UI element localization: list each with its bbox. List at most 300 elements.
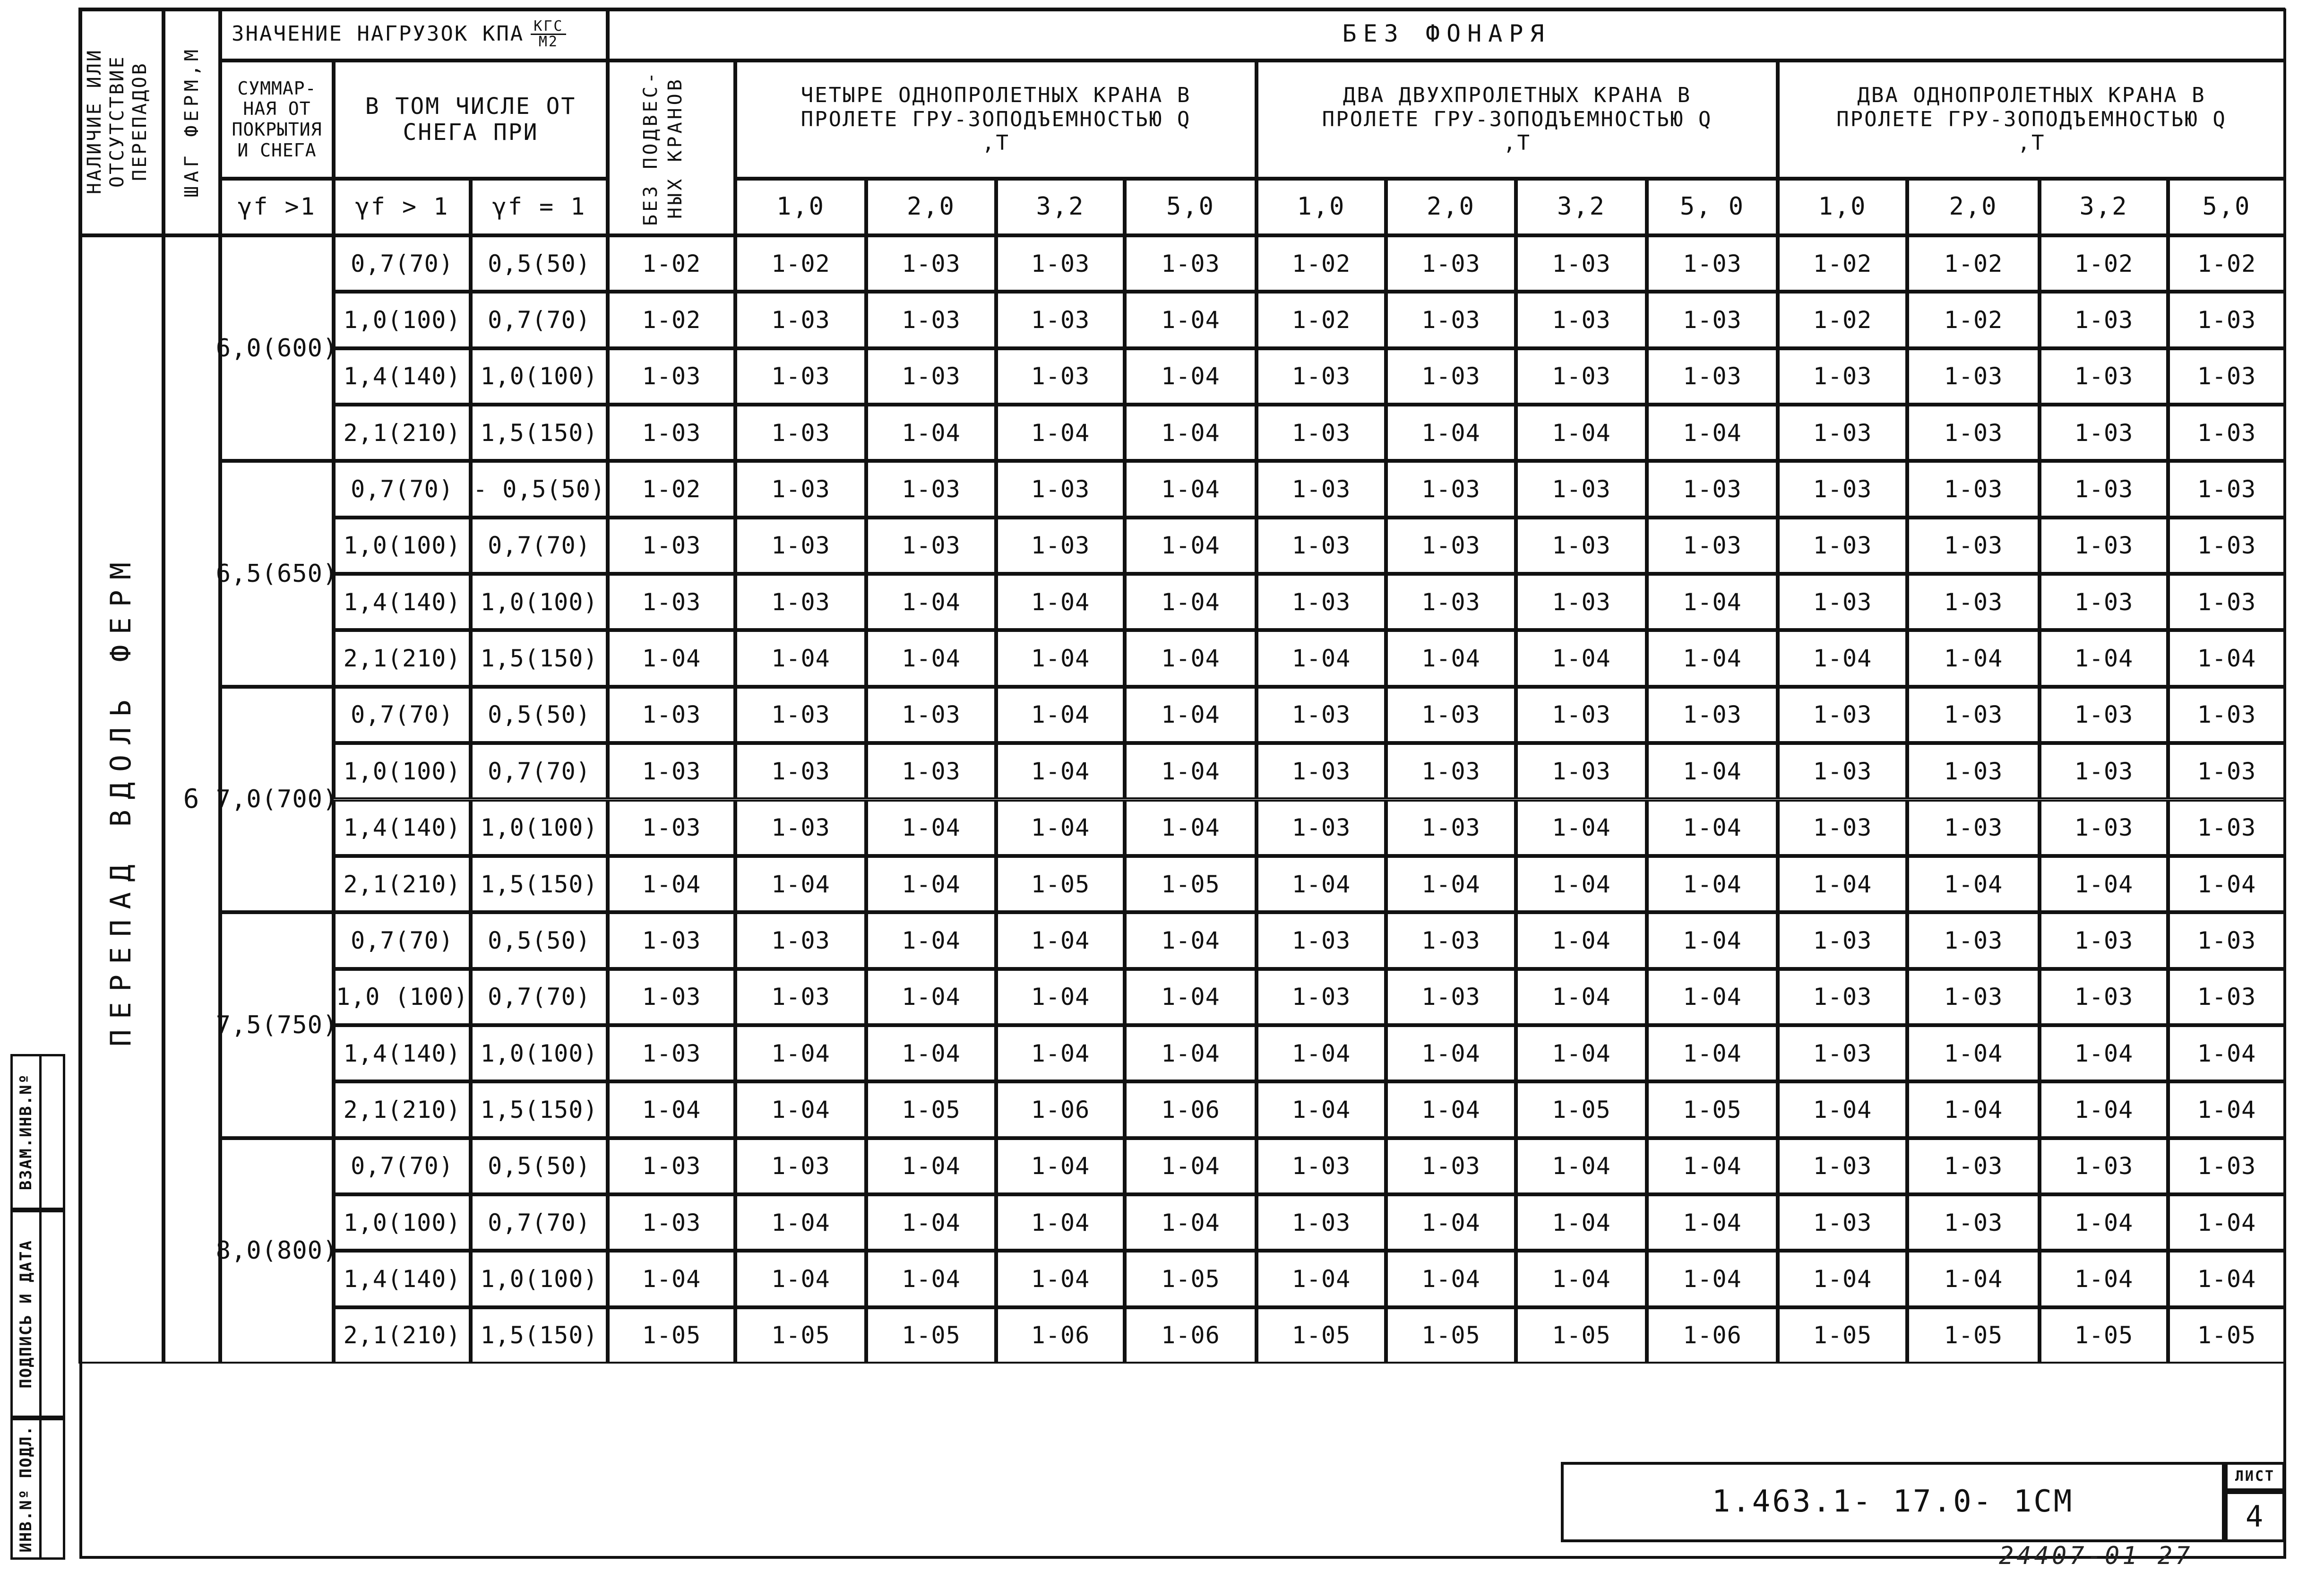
snow-eq-cell bbox=[471, 235, 608, 292]
snow-eq-cell-value: 0,7(70) bbox=[488, 983, 591, 1011]
table-cell-value: 1-04 bbox=[771, 1265, 830, 1293]
table-cell bbox=[2040, 743, 2168, 799]
table-cell bbox=[2040, 518, 2168, 574]
table-cell bbox=[996, 800, 1125, 856]
table-cell-value: 1-03 bbox=[1421, 363, 1480, 390]
snow-gt-cell-value: 1,0 (100) bbox=[336, 983, 468, 1011]
table-cell-value: 1-03 bbox=[1944, 588, 2003, 616]
table-cell-value: 1-03 bbox=[1031, 250, 1090, 277]
table-cell bbox=[996, 574, 1125, 630]
snow-gt-cell-value: 1,0(100) bbox=[343, 757, 461, 785]
table-cell-value: 1-03 bbox=[771, 532, 830, 560]
capacity-label: 3,2 bbox=[1557, 192, 1606, 221]
table-cell bbox=[866, 630, 996, 686]
table-cell bbox=[1647, 1307, 1778, 1364]
table-cell bbox=[1778, 856, 1907, 912]
table-cell bbox=[1386, 292, 1516, 348]
table-cell bbox=[1907, 969, 2040, 1025]
group-total-cell bbox=[215, 912, 338, 1138]
table-cell bbox=[608, 687, 735, 743]
snow-gt-cell bbox=[334, 1138, 471, 1194]
table-cell-value: 1-03 bbox=[1813, 814, 1872, 842]
table-cell-value: 1-03 bbox=[1944, 363, 2003, 390]
table-cell-value: 1-03 bbox=[2074, 701, 2134, 729]
table-cell bbox=[1125, 1138, 1257, 1194]
table-cell bbox=[2168, 574, 2285, 630]
table-cell-value: 1-05 bbox=[771, 1322, 830, 1349]
group-total-value: 6,5(650) bbox=[215, 560, 338, 588]
table-cell bbox=[2168, 1081, 2285, 1138]
table-cell bbox=[2168, 969, 2285, 1025]
table-cell bbox=[1907, 743, 2040, 799]
table-cell-value: 1-03 bbox=[771, 363, 830, 390]
table-cell-value: 1-03 bbox=[902, 250, 961, 277]
table-cell-value: 1-03 bbox=[1291, 419, 1351, 447]
table-cell-value: 1-04 bbox=[1813, 870, 1872, 898]
table-cell-value: 1-03 bbox=[1813, 363, 1872, 390]
table-cell-value: 1-04 bbox=[1552, 983, 1611, 1011]
capacity-header bbox=[1386, 179, 1516, 235]
table-cell-value: 1-04 bbox=[1683, 870, 1742, 898]
table-cell-value: 1-03 bbox=[2197, 757, 2256, 785]
table-cell-value: 1-03 bbox=[1421, 814, 1480, 842]
table-cell bbox=[1386, 630, 1516, 686]
table-cell bbox=[2040, 687, 2168, 743]
no-cranes-text: БЕЗ ПОДВЕС-НЫХ КРАНОВ bbox=[640, 69, 686, 226]
table-cell bbox=[1125, 574, 1257, 630]
snow-eq-cell bbox=[471, 574, 608, 630]
table-cell-value: 1-04 bbox=[1552, 419, 1611, 447]
table-cell-value: 1-04 bbox=[902, 983, 961, 1011]
table-cell-value: 1-03 bbox=[1944, 926, 2003, 954]
table-cell bbox=[2168, 1025, 2285, 1081]
table-cell bbox=[1257, 1307, 1386, 1364]
table-cell-value: 1-03 bbox=[1683, 306, 1742, 334]
group-total-value: 6,0(600) bbox=[215, 334, 338, 363]
table-cell bbox=[2040, 1194, 2168, 1251]
table-cell-value: 1-03 bbox=[642, 983, 701, 1011]
table-cell bbox=[735, 461, 866, 517]
snow-gt-cell bbox=[334, 1307, 471, 1364]
table-cell-value: 1-02 bbox=[1813, 306, 1872, 334]
table-cell-value: 1-03 bbox=[771, 1152, 830, 1180]
capacity-header bbox=[866, 179, 996, 235]
table-cell bbox=[1257, 1138, 1386, 1194]
table-cell bbox=[1516, 518, 1647, 574]
table-cell-value: 1-03 bbox=[771, 983, 830, 1011]
table-cell bbox=[1647, 743, 1778, 799]
table-cell-value: 1-03 bbox=[2074, 757, 2134, 785]
table-cell bbox=[1125, 969, 1257, 1025]
table-cell-value: 1-04 bbox=[1291, 645, 1351, 673]
snow-gt-cell bbox=[334, 1194, 471, 1251]
table-cell bbox=[1516, 687, 1647, 743]
snow-gt-cell-value: 2,1(210) bbox=[343, 419, 461, 447]
snow-gt-cell bbox=[334, 743, 471, 799]
sheet-number-text: 4 bbox=[2245, 1499, 2265, 1534]
table-cell bbox=[2040, 1251, 2168, 1307]
table-cell bbox=[996, 687, 1125, 743]
table-cell-value: 1-04 bbox=[1291, 870, 1351, 898]
table-cell bbox=[1907, 1307, 2040, 1364]
snow-header-text: В ТОМ ЧИСЛЕ ОТ СНЕГА ПРИ bbox=[365, 93, 577, 146]
table-cell-value: 1-03 bbox=[2197, 475, 2256, 503]
snow-eq-cell bbox=[471, 405, 608, 461]
table-cell bbox=[1907, 1025, 2040, 1081]
snow-eq-cell-value: 0,7(70) bbox=[488, 306, 591, 334]
capacity-label: 1,0 bbox=[776, 192, 825, 221]
snow-gt-cell-value: 1,4(140) bbox=[343, 1039, 461, 1067]
table-cell bbox=[1778, 1081, 1907, 1138]
table-cell bbox=[996, 969, 1125, 1025]
snow-gt-cell bbox=[334, 800, 471, 856]
table-cell bbox=[1647, 630, 1778, 686]
table-cell bbox=[2168, 518, 2285, 574]
snow-eq-cell-value: 0,7(70) bbox=[488, 757, 591, 785]
table-cell-value: 1-03 bbox=[2074, 306, 2134, 334]
table-cell bbox=[608, 574, 735, 630]
table-cell bbox=[1125, 461, 1257, 517]
snow-gt-cell-value: 1,0(100) bbox=[343, 1209, 461, 1236]
table-cell-value: 1-04 bbox=[1031, 1039, 1090, 1067]
table-cell-value: 1-04 bbox=[1683, 419, 1742, 447]
table-cell-value: 1-05 bbox=[642, 1322, 701, 1349]
table-cell-value: 1-04 bbox=[1552, 645, 1611, 673]
table-cell bbox=[996, 630, 1125, 686]
snow-gt-cell-value: 2,1(210) bbox=[343, 1322, 461, 1349]
left-label-cell bbox=[78, 235, 164, 1364]
group-total-cell bbox=[215, 687, 338, 912]
table-cell-value: 1-03 bbox=[771, 814, 830, 842]
table-cell bbox=[2168, 800, 2285, 856]
table-cell bbox=[608, 800, 735, 856]
capacity-label: 5, 0 bbox=[1679, 192, 1745, 221]
snow-eq-cell bbox=[471, 912, 608, 968]
table-cell bbox=[1647, 292, 1778, 348]
table-cell bbox=[866, 1025, 996, 1081]
table-cell bbox=[996, 235, 1125, 292]
table-cell bbox=[1516, 630, 1647, 686]
table-cell-value: 1-05 bbox=[1161, 870, 1220, 898]
table-cell bbox=[1386, 912, 1516, 968]
table-cell bbox=[2168, 1307, 2285, 1364]
table-cell bbox=[2040, 630, 2168, 686]
table-cell-value: 1-05 bbox=[1031, 870, 1090, 898]
table-cell-value: 1-05 bbox=[1813, 1322, 1872, 1349]
table-cell-value: 1-03 bbox=[2074, 814, 2134, 842]
table-cell-value: 1-04 bbox=[902, 926, 961, 954]
table-cell-value: 1-03 bbox=[1944, 1209, 2003, 1236]
table-cell bbox=[2040, 912, 2168, 968]
table-cell bbox=[1386, 1081, 1516, 1138]
table-cell bbox=[1386, 856, 1516, 912]
snow-eq-cell-value: 1,0(100) bbox=[480, 588, 598, 616]
table-cell-value: 1-03 bbox=[1813, 1039, 1872, 1067]
table-cell bbox=[1647, 1138, 1778, 1194]
table-cell bbox=[1907, 800, 2040, 856]
table-cell bbox=[866, 687, 996, 743]
table-cell-value: 1-04 bbox=[1161, 926, 1220, 954]
table-cell bbox=[608, 743, 735, 799]
table-cell bbox=[735, 743, 866, 799]
presence-header-text: НАЛИЧИЕ ИЛИ ОТСУТСТВИЕ ПЕРЕПАДОВ bbox=[84, 48, 151, 195]
table-cell-value: 1-03 bbox=[642, 1152, 701, 1180]
table-cell bbox=[2040, 348, 2168, 405]
table-cell bbox=[1125, 912, 1257, 968]
table-cell bbox=[1647, 856, 1778, 912]
snow-eq-cell-value: 0,5(50) bbox=[488, 1152, 591, 1180]
table-cell bbox=[866, 1307, 996, 1364]
table-cell bbox=[1907, 630, 2040, 686]
table-cell-value: 1-04 bbox=[1291, 1039, 1351, 1067]
snow-gt-cell-value: 2,1(210) bbox=[343, 870, 461, 898]
table-cell-value: 1-03 bbox=[1421, 588, 1480, 616]
snow-gt-cell-value: 1,4(140) bbox=[343, 588, 461, 616]
table-cell bbox=[1125, 1081, 1257, 1138]
capacity-header bbox=[735, 179, 866, 235]
table-cell-value: 1-04 bbox=[1161, 588, 1220, 616]
table-cell bbox=[608, 969, 735, 1025]
table-cell bbox=[2040, 461, 2168, 517]
table-cell-value: 1-03 bbox=[642, 926, 701, 954]
table-cell-value: 1-02 bbox=[642, 306, 701, 334]
table-cell-value: 1-04 bbox=[771, 1209, 830, 1236]
table-cell-value: 1-03 bbox=[1421, 757, 1480, 785]
table-cell-value: 1-04 bbox=[1813, 1265, 1872, 1293]
table-cell bbox=[1647, 1081, 1778, 1138]
table-cell-value: 1-05 bbox=[1421, 1322, 1480, 1349]
snow-gt-cell-value: 1,0(100) bbox=[343, 306, 461, 334]
table-cell bbox=[1778, 1194, 1907, 1251]
snow-eq-cell-value: 1,0(100) bbox=[480, 1265, 598, 1293]
table-cell bbox=[1516, 912, 1647, 968]
table-cell-value: 1-03 bbox=[1944, 701, 2003, 729]
table-cell-value: 1-03 bbox=[642, 814, 701, 842]
table-cell bbox=[1516, 800, 1647, 856]
table-cell-value: 1-04 bbox=[771, 870, 830, 898]
table-cell-value: 1-03 bbox=[771, 588, 830, 616]
table-cell-value: 1-02 bbox=[1944, 306, 2003, 334]
table-cell bbox=[1386, 1138, 1516, 1194]
table-cell bbox=[1647, 969, 1778, 1025]
table-cell bbox=[996, 1251, 1125, 1307]
table-cell-value: 1-03 bbox=[1031, 532, 1090, 560]
table-cell bbox=[866, 912, 996, 968]
table-cell bbox=[2040, 1081, 2168, 1138]
sidebar-replace bbox=[10, 1054, 42, 1210]
table-cell bbox=[735, 235, 866, 292]
table-cell bbox=[1516, 235, 1647, 292]
table-cell bbox=[1516, 405, 1647, 461]
table-cell bbox=[1778, 912, 1907, 968]
snow-eq-cell bbox=[471, 630, 608, 686]
table-cell bbox=[1257, 1194, 1386, 1251]
table-cell-value: 1-03 bbox=[1291, 983, 1351, 1011]
table-cell bbox=[1516, 743, 1647, 799]
loads-unit bbox=[531, 19, 566, 49]
snow-eq-cell bbox=[471, 969, 608, 1025]
capacity-label: 2,0 bbox=[1427, 192, 1475, 221]
table-cell bbox=[866, 1194, 996, 1251]
table-cell bbox=[866, 235, 996, 292]
table-cell-value: 1-03 bbox=[1291, 588, 1351, 616]
table-cell bbox=[996, 461, 1125, 517]
table-cell-value: 1-03 bbox=[1421, 983, 1480, 1011]
table-cell bbox=[1647, 912, 1778, 968]
table-cell bbox=[1125, 687, 1257, 743]
table-cell-value: 1-03 bbox=[1813, 701, 1872, 729]
snow-gt-cell-value: 2,1(210) bbox=[343, 1096, 461, 1123]
snow-gt-cell bbox=[334, 348, 471, 405]
table-cell bbox=[996, 405, 1125, 461]
table-cell-value: 1-04 bbox=[2074, 1209, 2134, 1236]
capacity-label: 1,0 bbox=[1297, 192, 1346, 221]
table-cell-value: 1-04 bbox=[1683, 1152, 1742, 1180]
table-cell bbox=[2168, 1194, 2285, 1251]
table-cell bbox=[1778, 1138, 1907, 1194]
table-cell-value: 1-04 bbox=[1944, 1265, 2003, 1293]
capacity-label: 5,0 bbox=[2202, 192, 2251, 221]
no-cranes-header bbox=[608, 60, 735, 235]
table-cell bbox=[735, 856, 866, 912]
table-cell bbox=[1647, 405, 1778, 461]
table-cell bbox=[1386, 405, 1516, 461]
snow-gt-cell bbox=[334, 461, 471, 517]
table-cell-value: 1-04 bbox=[902, 1039, 961, 1067]
snow-eq-cell-value: 1,5(150) bbox=[480, 1096, 598, 1123]
table-cell-value: 1-03 bbox=[1944, 983, 2003, 1011]
table-cell-value: 1-04 bbox=[2074, 645, 2134, 673]
table-cell bbox=[1907, 235, 2040, 292]
table-cell bbox=[1257, 969, 1386, 1025]
snow-eq-cell-value: 1,5(150) bbox=[480, 870, 598, 898]
table-cell bbox=[866, 405, 996, 461]
snow-gt-cell-value: 1,4(140) bbox=[343, 814, 461, 842]
table-cell-value: 1-03 bbox=[1944, 814, 2003, 842]
table-cell-value: 1-05 bbox=[1552, 1096, 1611, 1123]
table-cell bbox=[1386, 348, 1516, 405]
table-cell bbox=[735, 912, 866, 968]
table-cell-value: 1-04 bbox=[1161, 475, 1220, 503]
table-cell bbox=[996, 1307, 1125, 1364]
table-cell bbox=[866, 1081, 996, 1138]
table-cell-value: 1-03 bbox=[2197, 419, 2256, 447]
snow-eq-cell-value: 0,5(50) bbox=[488, 926, 591, 954]
table-cell bbox=[2040, 969, 2168, 1025]
table-cell bbox=[2168, 912, 2285, 968]
table-cell bbox=[1647, 348, 1778, 405]
table-cell bbox=[2040, 1025, 2168, 1081]
table-cell-value: 1-03 bbox=[642, 588, 701, 616]
table-cell bbox=[1907, 292, 2040, 348]
table-cell bbox=[608, 348, 735, 405]
snow-gt-cell bbox=[334, 1025, 471, 1081]
snow-eq-cell-value: 1,0(100) bbox=[480, 363, 598, 390]
table-cell-value: 1-04 bbox=[902, 1209, 961, 1236]
table-cell-value: 1-03 bbox=[902, 532, 961, 560]
table-cell bbox=[1907, 1251, 2040, 1307]
table-cell bbox=[735, 574, 866, 630]
table-cell-value: 1-05 bbox=[902, 1096, 961, 1123]
group-total-value: 8,0(800) bbox=[215, 1236, 338, 1265]
table-cell-value: 1-03 bbox=[1031, 363, 1090, 390]
table-cell bbox=[1907, 461, 2040, 517]
table-cell-value: 1-04 bbox=[1944, 870, 2003, 898]
footnote-number: 24407-01 27 bbox=[1999, 1542, 2193, 1570]
table-cell-value: 1-03 bbox=[1552, 250, 1611, 277]
snow-gt-cell-value: 0,7(70) bbox=[351, 475, 454, 503]
snow-eq-cell bbox=[471, 1081, 608, 1138]
snow-gt-cell bbox=[334, 292, 471, 348]
table-cell bbox=[1386, 1025, 1516, 1081]
table-cell-value: 1-03 bbox=[2197, 588, 2256, 616]
table-cell bbox=[1386, 800, 1516, 856]
table-cell-value: 1-05 bbox=[1552, 1322, 1611, 1349]
table-cell bbox=[2168, 687, 2285, 743]
table-cell bbox=[735, 1307, 866, 1364]
group3-text: ДВА ОДНОПРОЛЕТНЫХ КРАНА В ПРОЛЕТЕ ГРУ-ЗОПОДЪЕМНОСТЬЮ Q ,Т bbox=[1836, 83, 2227, 156]
snow-gt-cell-value: 0,7(70) bbox=[351, 701, 454, 729]
table-cell-value: 1-03 bbox=[2197, 701, 2256, 729]
table-cell bbox=[1647, 235, 1778, 292]
table-cell-value: 1-03 bbox=[1161, 250, 1220, 277]
table-cell bbox=[996, 856, 1125, 912]
table-cell bbox=[1778, 800, 1907, 856]
snow-gt-cell-value: 0,7(70) bbox=[351, 926, 454, 954]
table-cell-value: 1-03 bbox=[1944, 757, 2003, 785]
table-cell-value: 1-03 bbox=[771, 475, 830, 503]
table-cell-value: 1-04 bbox=[1552, 926, 1611, 954]
snow-eq-cell bbox=[471, 518, 608, 574]
loads-header-text: ЗНАЧЕНИЕ НАГРУЗОК КПА bbox=[232, 21, 525, 46]
snow-eq-cell bbox=[471, 856, 608, 912]
table-cell-value: 1-03 bbox=[1421, 250, 1480, 277]
snow-header bbox=[334, 60, 608, 179]
table-cell-value: 1-04 bbox=[1031, 983, 1090, 1011]
table-cell-value: 1-04 bbox=[2197, 645, 2256, 673]
table-cell bbox=[735, 292, 866, 348]
snow-gt-cell bbox=[334, 1081, 471, 1138]
table-cell-value: 1-03 bbox=[1421, 926, 1480, 954]
snow-eq-cell bbox=[471, 1251, 608, 1307]
group-total-value: 7,0(700) bbox=[215, 785, 338, 814]
doc-code-text: 1.463.1- 17.0- 1СМ bbox=[1712, 1484, 2074, 1520]
table-cell bbox=[1257, 800, 1386, 856]
sidebar-blank-3 bbox=[42, 1418, 65, 1560]
table-cell-value: 1-03 bbox=[2074, 983, 2134, 1011]
total-header bbox=[220, 60, 334, 179]
table-cell bbox=[866, 1251, 996, 1307]
table-cell bbox=[608, 630, 735, 686]
table-cell bbox=[1257, 348, 1386, 405]
table-cell-value: 1-04 bbox=[2074, 1039, 2134, 1067]
snow-eq-cell bbox=[471, 1025, 608, 1081]
table-cell-value: 1-02 bbox=[1944, 250, 2003, 277]
table-cell bbox=[1907, 687, 2040, 743]
table-cell-value: 1-03 bbox=[1421, 1152, 1480, 1180]
group1-header bbox=[735, 60, 1257, 179]
table-cell-value: 1-04 bbox=[2197, 870, 2256, 898]
group-total-cell bbox=[215, 461, 338, 686]
table-cell-value: 1-04 bbox=[1552, 1039, 1611, 1067]
table-cell-value: 1-03 bbox=[1944, 1152, 2003, 1180]
table-cell bbox=[1125, 348, 1257, 405]
table-cell-value: 1-03 bbox=[771, 419, 830, 447]
table-cell bbox=[2168, 630, 2285, 686]
table-cell bbox=[1125, 800, 1257, 856]
table-cell-value: 1-04 bbox=[1031, 926, 1090, 954]
table-cell bbox=[996, 1138, 1125, 1194]
